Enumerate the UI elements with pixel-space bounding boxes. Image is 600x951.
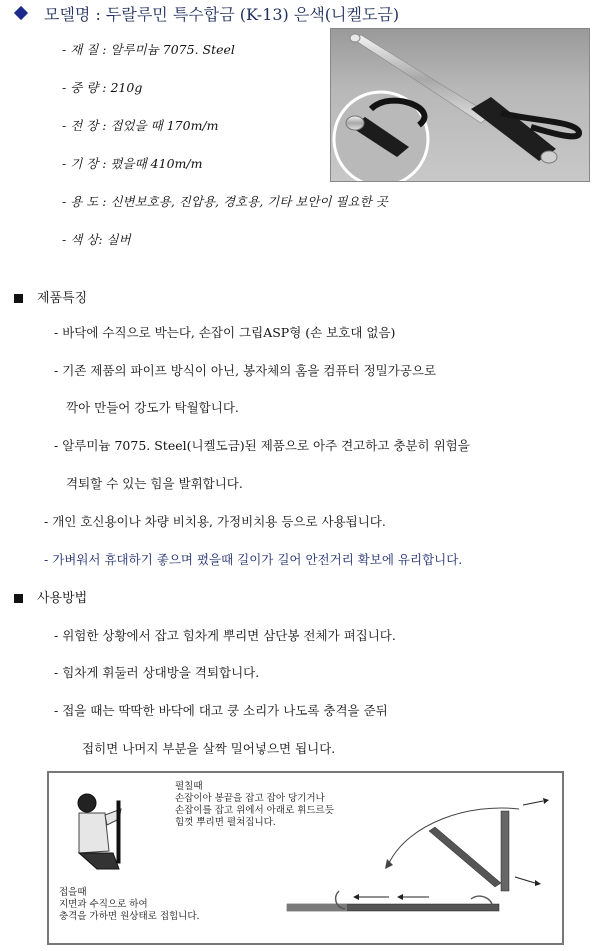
spec-extended-length: - 기 장 : 폈을때 410m/m bbox=[62, 156, 203, 171]
feature-line: 깍아 만들어 강도가 탁월합니다. bbox=[66, 400, 239, 415]
spec-usage: - 용 도 : 신변보호용, 진압용, 경호용, 기타 보안이 필요한 곳 bbox=[62, 194, 388, 209]
square-bullet-icon bbox=[14, 594, 23, 603]
spec-color: - 색 상: 실버 bbox=[62, 232, 131, 247]
usage-heading: 사용방법 bbox=[14, 587, 87, 606]
spec-folded-length: - 전 장 : 접었을 때 170m/m bbox=[62, 118, 219, 133]
spec-weight: - 중 량 : 210g bbox=[62, 80, 143, 95]
features-heading: 제품특징 bbox=[14, 287, 87, 306]
usage-line: - 힘차게 휘둘러 상대방을 격퇴합니다. bbox=[54, 665, 260, 680]
product-title: 모델명 : 두랄루민 특수합금 (K-13) 은색(니켈도금) bbox=[12, 2, 399, 25]
feature-line: - 알루미늄 7075. Steel(니켈도금)된 제품으로 아주 견고하고 충분히 위험을 bbox=[54, 438, 470, 453]
usage-line: - 위험한 상황에서 잡고 힘차게 뿌리면 삼단봉 전체가 펴집니다. bbox=[54, 628, 396, 643]
feature-line: - 기존 제품의 파이프 방식이 아닌, 봉자체의 홈을 컴퓨터 정밀가공으로 bbox=[54, 363, 437, 378]
product-photo bbox=[330, 28, 590, 182]
fold-caption: 접을때 지면과 수직으로 하여 충격을 가하면 원상태로 접힙니다. bbox=[59, 887, 200, 922]
feature-line: 격퇴할 수 있는 힘을 발휘합니다. bbox=[66, 476, 243, 491]
usage-diagram bbox=[47, 771, 564, 945]
unfold-caption: 펼칠때 손잡이아 봉끝을 잡고 잡아 당기거나 손잡이를 잡고 위에서 아래로 휘드르듯 힘껏 뿌리면 펼쳐집니다. bbox=[175, 781, 334, 828]
usage-line: - 접을 때는 딱딱한 바닥에 대고 쿵 소리가 나도록 충격을 준뒤 bbox=[54, 703, 388, 718]
spec-material: - 재 질 : 알루미늄 7075. Steel bbox=[62, 42, 235, 57]
handle-closeup bbox=[334, 92, 428, 181]
feature-line: - 바닥에 수직으로 박는다, 손잡이 그립ASP형 (손 보호대 없음) bbox=[54, 325, 396, 340]
diamond-bullet-icon bbox=[14, 6, 28, 20]
usage-line: 접히면 나머지 부분을 살짝 밀어넣으면 됩니다. bbox=[82, 741, 336, 756]
feature-line: - 개인 호신용이나 차량 비치용, 가정비치용 등으로 사용됩니다. bbox=[44, 514, 386, 529]
square-bullet-icon bbox=[14, 294, 23, 303]
feature-line-highlight: - 가벼워서 휴대하기 좋으며 폈을때 길이가 길어 안전거리 확보에 유리합니다. bbox=[44, 552, 463, 567]
